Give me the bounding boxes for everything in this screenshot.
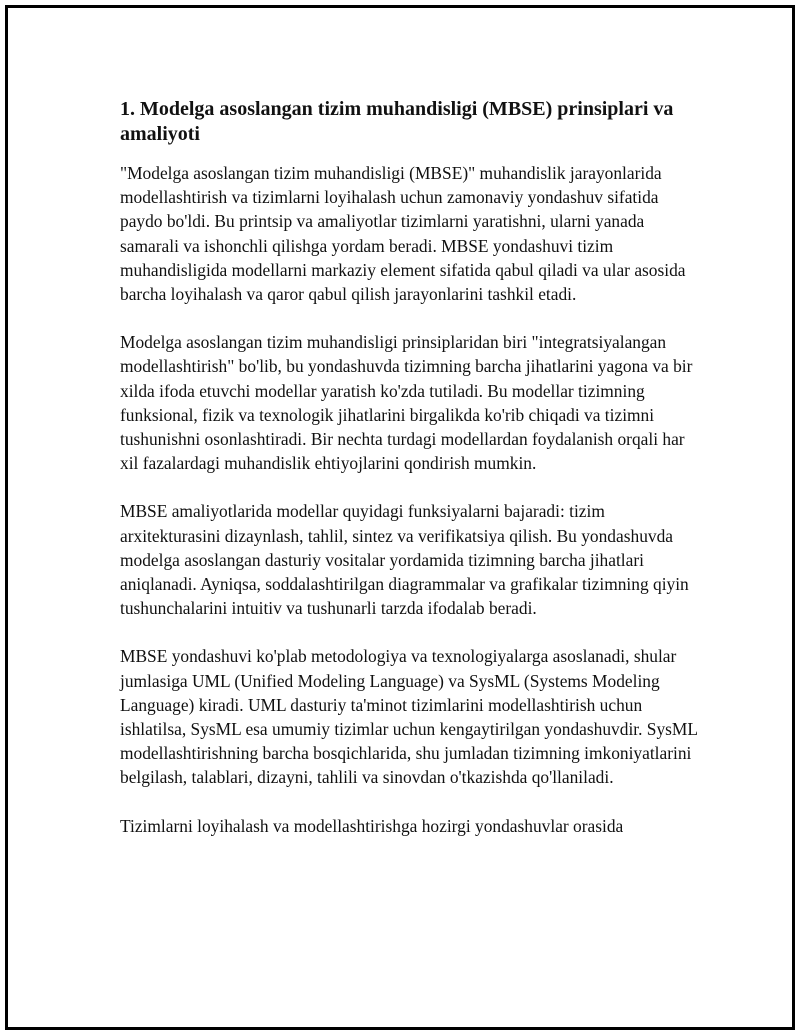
paragraph-1: "Modelga asoslangan tizim muhandisligi (MBSE)" muhandislik jarayonlarida modellashtirish va tizimlarni loyihalash uchun zamonaviy yondashuv sifatida paydo bo'ldi. Bu printsip va amaliyotlar tizimlarni yaratishni, ularni yanada samarali va ishonchli qilishga yordam beradi. MBSE yondashuvi tizim muhandisligida modellarni markaziy element sifatida qabul qiladi va ular asosida barcha loyihalash va qaror qabul qilish jarayonlarini tashkil etadi. (120, 163, 686, 305)
paragraph-5: Tizimlarni loyihalash va modellashtirishga hozirgi yondashuvlar orasida (120, 815, 624, 836)
paragraph-4: MBSE yondashuvi ko'plab metodologiya va texnologiyalarga asoslanadi, shular jumlasiga UML (Unified Modeling Language) va SysML (Systems Modeling Language) kiradi. UML dasturiy ta'minot tizimlarini modellashtirish uchun ishlatilsa, SysML esa umumiy tizimlar uchun kengaytirilgan yondashuvdir. SysML modellashtirishning barcha bosqichlarida, shu jumladan tizimning imkoniyatlarini belgilash, talablari, dizayni, tahlili va sinovdan o'tkazishda qo'llaniladi. (120, 646, 698, 788)
page-frame (5, 5, 795, 1030)
document-body (120, 97, 700, 862)
paragraph-2: Modelga asoslangan tizim muhandisligi prinsiplaridan biri "integratsiyalangan modellashtirish" bo'lib, bu yondashuvda tizimning barcha jihatlarini yagona va bir xilda ifoda etuvchi modellar yaratish ko'zda tutiladi. Bu modellar tizimning funksional, fizik va texnologik jihatlarini birgalikda ko'rib chiqadi va tizimni tushunishni osonlashtiradi. Bir nechta turdagi modellardan foydalanish orqali har xil fazalardagi muhandislik ehtiyojlarini qondirish mumkin. (120, 332, 693, 474)
section-heading: 1. Modelga asoslangan tizim muhandisligi (MBSE) prinsiplari va amaliyoti (120, 98, 674, 145)
paragraph-3: MBSE amaliyotlarida modellar quyidagi funksiyalarni bajaradi: tizim arxitekturasini dizaynlash, tahlil, sintez va verifikatsiya qilish. Bu yondashuvda modelga asoslangan dasturiy vositalar yordamida tizimning barcha jihatlari aniqlanadi. Ayniqsa, soddalashtirilgan diagrammalar va grafikalar tizimning qiyin tushunchalarini intuitiv va tushunarli tarzda ifodalab beradi. (120, 501, 689, 619)
